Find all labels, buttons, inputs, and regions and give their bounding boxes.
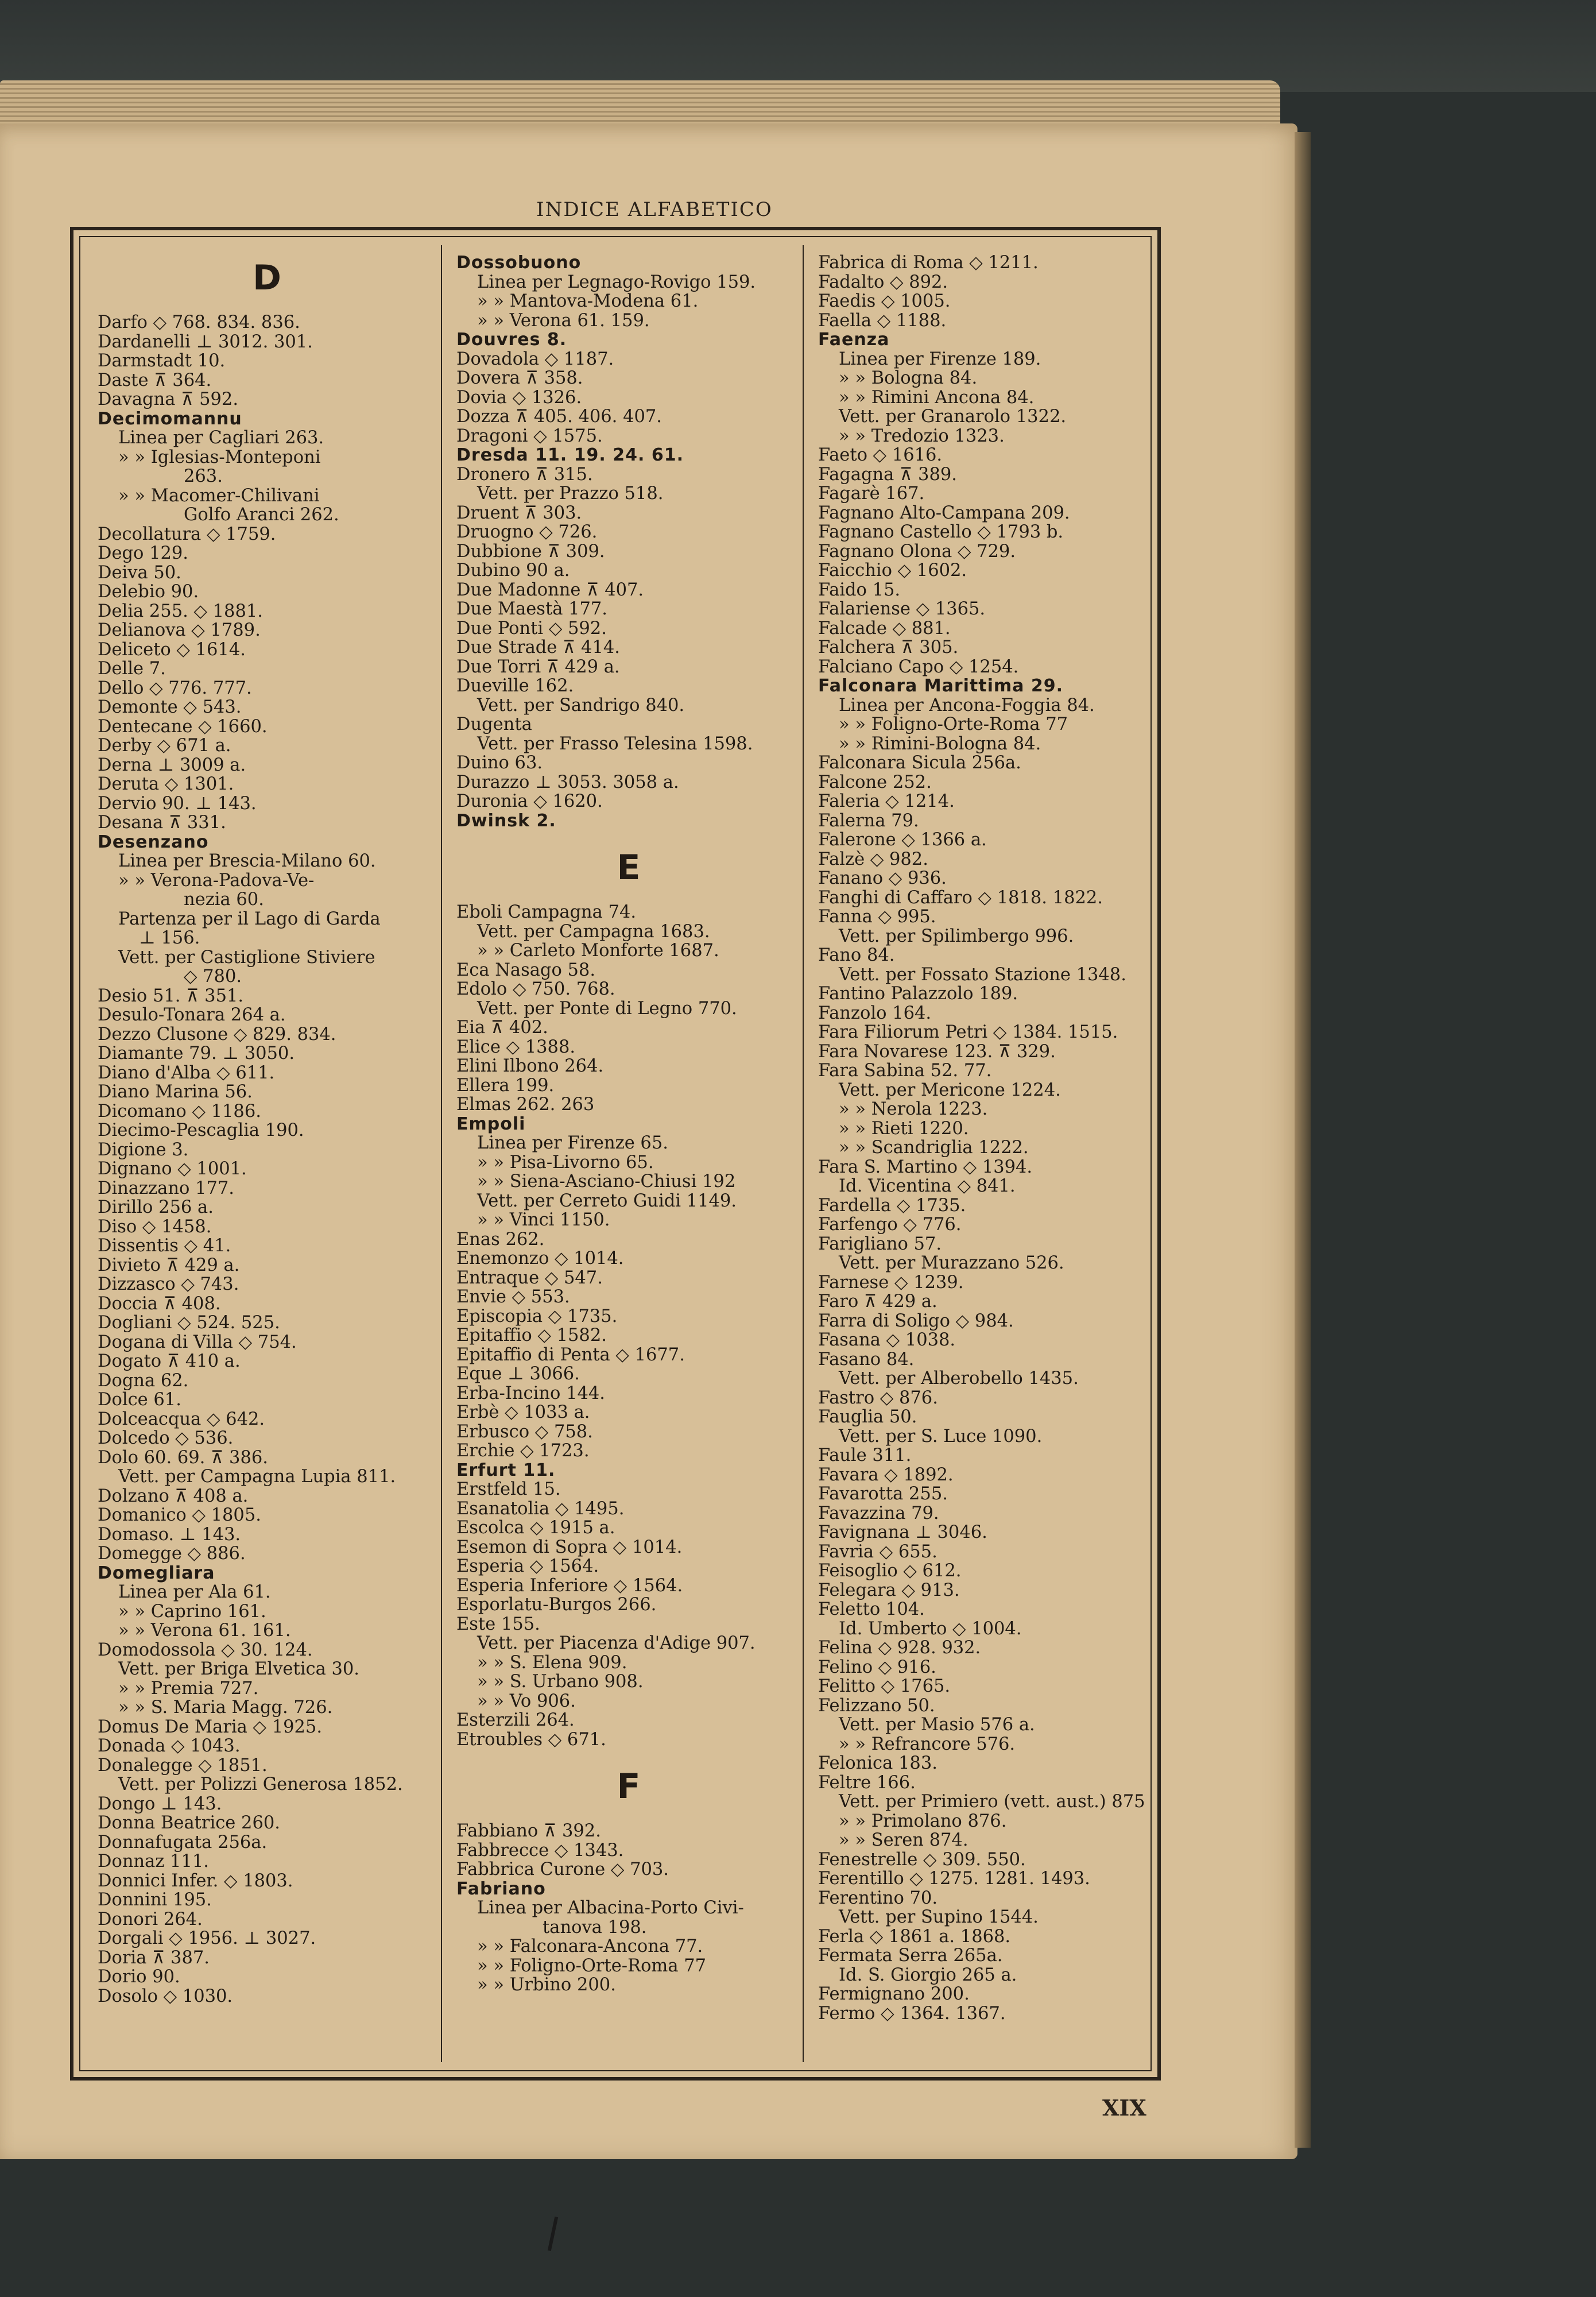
index-entry: Felino ◇ 916. — [818, 1657, 936, 1677]
index-entry: Dolzano ⊼ 408 a. — [98, 1486, 249, 1506]
index-entry: Falerone ◇ 1366 a. — [818, 830, 987, 850]
index-heading: Erfurt 11. — [456, 1460, 556, 1480]
index-entry: Faella ◇ 1188. — [818, 310, 947, 331]
index-entry: Fermo ◇ 1364. 1367. — [818, 2003, 1006, 2024]
index-entry: Donnici Infer. ◇ 1803. — [98, 1870, 293, 1891]
index-entry: Favarotta 255. — [818, 1484, 948, 1504]
index-entry: Fagagna ⊼ 389. — [818, 464, 957, 485]
index-entry: Dorgali ◇ 1956. ⊥ 3027. — [98, 1928, 316, 1948]
index-entry: Faro ⊼ 429 a. — [818, 1291, 938, 1312]
index-entry: Deruta ◇ 1301. — [98, 774, 234, 794]
index-subentry: » » Vo 906. — [477, 1691, 576, 1711]
index-subentry: Vett. per Masio 576 a. — [839, 1715, 1035, 1735]
index-entry: Esperia ◇ 1564. — [456, 1556, 599, 1576]
index-entry: Envie ◇ 553. — [456, 1287, 570, 1307]
index-entry: Deiva 50. — [98, 562, 181, 583]
index-subentry: » » Verona-Padova-Ve- — [118, 870, 315, 891]
index-entry: Dolce 61. — [98, 1390, 181, 1410]
index-continuation: ◇ 780. — [184, 966, 242, 987]
index-subentry: Vett. per Castiglione Stiviere — [118, 947, 375, 968]
index-entry: Esporlatu-Burgos 266. — [456, 1595, 657, 1615]
index-heading: Dwinsk 2. — [456, 810, 556, 831]
background — [0, 0, 1596, 92]
index-heading: Fabriano — [456, 1878, 546, 1899]
index-column-2 — [456, 253, 801, 1995]
index-entry: Darmstadt 10. — [98, 351, 226, 371]
index-entry: Fermignano 200. — [818, 1984, 970, 2004]
index-entry: Fanzolo 164. — [818, 1003, 932, 1023]
index-subentry: Vett. per Granarolo 1322. — [839, 407, 1067, 427]
index-entry: Due Ponti ◇ 592. — [456, 618, 607, 639]
index-entry: Fasano 84. — [818, 1349, 915, 1370]
index-subentry: Linea per Firenze 189. — [839, 349, 1041, 369]
index-continuation: 263. — [184, 466, 223, 486]
index-heading: Decimomannu — [98, 408, 242, 429]
index-subentry: » » Nerola 1223. — [839, 1099, 988, 1119]
index-entry: Decollatura ◇ 1759. — [98, 524, 276, 544]
index-entry: Dueville 162. — [456, 676, 574, 696]
index-entry: Dragoni ◇ 1575. — [456, 426, 603, 446]
index-entry: Dizzasco ◇ 743. — [98, 1274, 239, 1294]
index-entry: Dervio 90. ⊥ 143. — [98, 793, 257, 814]
index-entry: Erbusco ◇ 758. — [456, 1421, 593, 1442]
page-number: XIX — [1102, 2095, 1146, 2121]
index-entry: Dozza ⊼ 405. 406. 407. — [456, 407, 662, 427]
index-entry: Dogana di Villa ◇ 754. — [98, 1332, 297, 1352]
index-entry: Elmas 262. 263 — [456, 1095, 595, 1115]
index-subentry: » » Verona 61. 159. — [477, 310, 650, 331]
index-entry: Fara S. Martino ◇ 1394. — [818, 1157, 1033, 1177]
index-entry: Dolceacqua ◇ 642. — [98, 1409, 265, 1429]
index-entry: Eboli Campagna 74. — [456, 902, 637, 922]
index-subentry: » » Mantova-Modena 61. — [477, 291, 699, 311]
index-entry: Dirillo 256 a. — [98, 1197, 214, 1217]
index-heading: Desenzano — [98, 832, 209, 852]
index-entry: Dubino 90 a. — [456, 560, 570, 581]
index-entry: Fermata Serra 265a. — [818, 1946, 1003, 1966]
index-entry: Dissentis ◇ 41. — [98, 1236, 231, 1256]
index-entry: Dronero ⊼ 315. — [456, 464, 593, 485]
index-entry: Digione 3. — [98, 1139, 189, 1160]
index-entry: Dinazzano 177. — [98, 1178, 234, 1198]
index-entry: Donada ◇ 1043. — [98, 1736, 241, 1756]
index-heading: Domegliara — [98, 1563, 215, 1583]
index-entry: Ferentillo ◇ 1275. 1281. 1493. — [818, 1869, 1090, 1889]
index-entry: Demonte ◇ 543. — [98, 697, 242, 717]
section-letter: D — [253, 258, 281, 298]
index-entry: Falariense ◇ 1365. — [818, 599, 986, 619]
index-entry: Falcade ◇ 881. — [818, 618, 951, 639]
index-entry: Delebio 90. — [98, 582, 199, 602]
index-entry: Episcopia ◇ 1735. — [456, 1306, 618, 1327]
index-subentry: » » Rimini Ancona 84. — [839, 387, 1035, 408]
index-entry: Due Madonne ⊼ 407. — [456, 579, 644, 600]
index-subentry: Vett. per Cerreto Guidi 1149. — [477, 1190, 737, 1211]
index-entry: Fagnano Olona ◇ 729. — [818, 541, 1016, 562]
index-entry: Domanico ◇ 1805. — [98, 1505, 261, 1525]
index-entry: Diecimo-Pescaglia 190. — [98, 1120, 304, 1140]
index-entry: Dogna 62. — [98, 1370, 189, 1391]
index-heading: Falconara Marittima 29. — [818, 676, 1063, 696]
index-subentry: Vett. per Polizzi Generosa 1852. — [118, 1774, 403, 1795]
index-entry: Dezzo Clusone ◇ 829. 834. — [98, 1024, 336, 1045]
index-entry: Duronia ◇ 1620. — [456, 791, 603, 811]
index-entry: Dignano ◇ 1001. — [98, 1159, 247, 1179]
index-entry: Dogato ⊼ 410 a. — [98, 1351, 241, 1371]
index-entry: Dego 129. — [98, 543, 188, 563]
index-entry: Farfengo ◇ 776. — [818, 1215, 962, 1235]
index-subentry: » » Premia 727. — [118, 1678, 259, 1699]
index-entry: Epitaffio ◇ 1582. — [456, 1325, 607, 1345]
index-entry: Davagna ⊼ 592. — [98, 389, 239, 409]
index-subentry: Linea per Albacina-Porto Civi- — [477, 1898, 744, 1918]
index-subentry: Vett. per Ponte di Legno 770. — [477, 998, 737, 1019]
index-entry: Donnini 195. — [98, 1890, 212, 1910]
index-entry: Favazzina 79. — [818, 1503, 939, 1523]
index-entry: Dosolo ◇ 1030. — [98, 1986, 233, 2006]
index-entry: Divieto ⊼ 429 a. — [98, 1255, 240, 1275]
index-entry: Duino 63. — [456, 753, 543, 773]
index-entry: Druent ⊼ 303. — [456, 502, 582, 523]
index-subentry: » » Iglesias-Monteponi — [118, 447, 321, 467]
index-entry: Feisoglio ◇ 612. — [818, 1561, 962, 1581]
index-entry: Daste ⊼ 364. — [98, 370, 212, 390]
index-entry: Fasana ◇ 1038. — [818, 1330, 956, 1350]
index-entry: Derna ⊥ 3009 a. — [98, 755, 246, 775]
index-subentry: Vett. per Murazzano 526. — [839, 1253, 1064, 1273]
index-entry: Dubbione ⊼ 309. — [456, 541, 605, 562]
column-rule — [803, 245, 804, 2062]
index-entry: Fabbiano ⊼ 392. — [456, 1821, 601, 1841]
index-entry: Fara Sabina 52. 77. — [818, 1061, 992, 1081]
index-entry: Delle 7. — [98, 659, 166, 679]
index-subentry: » » Macomer-Chilivani — [118, 485, 320, 506]
index-heading: Empoli — [456, 1113, 526, 1134]
index-entry: Escolca ◇ 1915 a. — [456, 1518, 615, 1538]
index-entry: Fara Novarese 123. ⊼ 329. — [818, 1041, 1056, 1062]
index-subentry: Id. S. Giorgio 265 a. — [839, 1965, 1017, 1985]
index-entry: Eca Nasago 58. — [456, 960, 596, 980]
index-entry: Due Strade ⊼ 414. — [456, 637, 620, 658]
index-entry: Diano Marina 56. — [98, 1082, 253, 1102]
index-entry: Domodossola ◇ 30. 124. — [98, 1639, 313, 1660]
page-edge-shadow — [1295, 132, 1311, 2148]
index-subentry: » » Refrancore 576. — [839, 1734, 1016, 1754]
ink-mark — [548, 2217, 558, 2251]
index-subentry: ⊥ 156. — [139, 928, 200, 948]
index-entry: Fastro ◇ 876. — [818, 1387, 938, 1408]
index-entry: Farigliano 57. — [818, 1233, 942, 1254]
index-entry: Dovadola ◇ 1187. — [456, 349, 614, 369]
index-entry: Elice ◇ 1388. — [456, 1037, 576, 1057]
index-entry: Donnaz 111. — [98, 1851, 209, 1871]
index-entry: Donna Beatrice 260. — [98, 1813, 280, 1833]
index-entry: Felitto ◇ 1765. — [818, 1676, 951, 1696]
index-entry: Desio 51. ⊼ 351. — [98, 985, 244, 1006]
index-subentry: Vett. per Campagna 1683. — [477, 921, 710, 942]
index-entry: Derby ◇ 671 a. — [98, 736, 231, 756]
index-continuation: nezia 60. — [184, 890, 264, 910]
index-entry: Falcone 252. — [818, 772, 932, 792]
index-subentry: » » Rimini-Bologna 84. — [839, 733, 1041, 754]
index-entry: Dardanelli ⊥ 3012. 301. — [98, 331, 313, 352]
index-entry: Fenestrelle ◇ 309. 550. — [818, 1849, 1026, 1870]
index-subentry: Vett. per S. Luce 1090. — [839, 1426, 1043, 1447]
index-frame — [70, 227, 1161, 2081]
index-entry: Desulo-Tonara 264 a. — [98, 1005, 286, 1025]
index-subentry: » » Carleto Monforte 1687. — [477, 941, 719, 961]
index-subentry: Vett. per Spilimbergo 996. — [839, 926, 1074, 946]
index-entry: Fabbrica Curone ◇ 703. — [456, 1859, 669, 1880]
index-subentry: » » Pisa-Livorno 65. — [477, 1152, 654, 1173]
index-entry: Esemon di Sopra ◇ 1014. — [456, 1537, 683, 1557]
index-subentry: Vett. per Mericone 1224. — [839, 1080, 1061, 1100]
index-entry: Fauglia 50. — [818, 1407, 917, 1427]
index-entry: Fagnano Castello ◇ 1793 b. — [818, 522, 1064, 542]
index-entry: Donori 264. — [98, 1909, 203, 1929]
index-entry: Fadalto ◇ 892. — [818, 272, 948, 292]
index-subentry: Vett. per Briga Elvetica 30. — [118, 1659, 359, 1679]
index-entry: Fara Filiorum Petri ◇ 1384. 1515. — [818, 1022, 1118, 1042]
index-entry: Etroubles ◇ 671. — [456, 1729, 606, 1750]
index-subentry: Vett. per Primiero (vett. aust.) 875 — [839, 1792, 1145, 1812]
index-entry: Dugenta — [456, 714, 532, 734]
index-entry: Fanghi di Caffaro ◇ 1818. 1822. — [818, 887, 1103, 908]
index-entry: Felina ◇ 928. 932. — [818, 1638, 981, 1658]
index-subentry: » » Rieti 1220. — [839, 1118, 969, 1139]
index-entry: Diso ◇ 1458. — [98, 1216, 212, 1237]
index-subentry: » » Verona 61. 161. — [118, 1621, 291, 1641]
index-entry: Delianova ◇ 1789. — [98, 620, 261, 640]
index-entry: Epitaffio di Penta ◇ 1677. — [456, 1344, 685, 1365]
index-entry: Erba-Incino 144. — [456, 1383, 605, 1403]
index-continuation: tanova 198. — [543, 1917, 647, 1938]
index-entry: Entraque ◇ 547. — [456, 1267, 603, 1288]
running-title: INDICE ALFABETICO — [536, 198, 773, 221]
index-entry: Due Maestà 177. — [456, 599, 608, 619]
index-entry: Erchie ◇ 1723. — [456, 1441, 590, 1461]
index-subentry: Vett. per Prazzo 518. — [477, 484, 664, 504]
index-subentry: Vett. per Supino 1544. — [839, 1907, 1039, 1927]
index-subentry: » » Bologna 84. — [839, 368, 978, 388]
index-entry: Dovera ⊼ 358. — [456, 368, 583, 388]
index-entry: Fanna ◇ 995. — [818, 907, 936, 927]
index-entry: Dolcedo ◇ 536. — [98, 1428, 234, 1448]
index-subentry: Partenza per il Lago di Garda — [118, 908, 381, 929]
index-subentry: Vett. per Sandrigo 840. — [477, 695, 685, 716]
index-subentry: » » Primolano 876. — [839, 1811, 1007, 1831]
index-entry: Dogliani ◇ 524. 525. — [98, 1313, 280, 1333]
index-subentry: » » Urbino 200. — [477, 1975, 616, 1995]
index-entry: Darfo ◇ 768. 834. 836. — [98, 312, 300, 332]
section-letter: E — [617, 848, 641, 888]
index-entry: Domegge ◇ 886. — [98, 1544, 246, 1564]
index-subentry: Linea per Legnago-Rovigo 159. — [477, 272, 756, 292]
index-entry: Falerna 79. — [818, 810, 919, 831]
index-entry: Fagarè 167. — [818, 484, 925, 504]
index-entry: Elini Ilbono 264. — [456, 1056, 604, 1076]
index-entry: Fabbrecce ◇ 1343. — [456, 1840, 624, 1861]
index-column-3 — [818, 253, 1157, 2023]
index-heading: Faenza — [818, 330, 890, 350]
index-entry: Este 155. — [456, 1614, 540, 1634]
index-subentry: Id. Vicentina ◇ 841. — [839, 1176, 1016, 1196]
index-entry: Felizzano 50. — [818, 1695, 935, 1716]
index-subentry: Vett. per Piacenza d'Adige 907. — [477, 1633, 756, 1653]
index-entry: Diano d'Alba ◇ 611. — [98, 1062, 275, 1083]
index-heading: Dresda 11. 19. 24. 61. — [456, 445, 684, 465]
index-entry: Felonica 183. — [818, 1753, 938, 1773]
index-entry: Falzè ◇ 982. — [818, 849, 928, 869]
index-entry: Doccia ⊼ 408. — [98, 1293, 221, 1314]
index-entry: Dolo 60. 69. ⊼ 386. — [98, 1447, 268, 1468]
index-entry: Delia 255. ◇ 1881. — [98, 601, 263, 621]
index-subentry: Vett. per Campagna Lupia 811. — [118, 1467, 396, 1487]
index-heading: Douvres 8. — [456, 330, 567, 350]
index-entry: Diamante 79. ⊥ 3050. — [98, 1043, 295, 1064]
index-entry: Enemonzo ◇ 1014. — [456, 1248, 624, 1269]
index-subentry: » » Vinci 1150. — [477, 1210, 610, 1230]
index-entry: Dicomano ◇ 1186. — [98, 1101, 261, 1122]
index-entry: Donnafugata 256a. — [98, 1832, 268, 1853]
index-entry: Enas 262. — [456, 1229, 545, 1250]
index-continuation: Golfo Aranci 262. — [184, 505, 339, 525]
index-entry: Ferla ◇ 1861 a. 1868. — [818, 1926, 1011, 1947]
index-entry: Edolo ◇ 750. 768. — [456, 979, 615, 999]
index-entry: Domaso. ⊥ 143. — [98, 1524, 241, 1545]
index-subentry: » » S. Urbano 908. — [477, 1672, 644, 1692]
index-subentry: Id. Umberto ◇ 1004. — [839, 1618, 1022, 1639]
index-entry: Faedis ◇ 1005. — [818, 291, 951, 311]
index-entry: Feltre 166. — [818, 1772, 916, 1793]
index-entry: Druogno ◇ 726. — [456, 522, 598, 542]
index-entry: Fantino Palazzolo 189. — [818, 984, 1018, 1004]
index-subentry: » » Foligno-Orte-Roma 77 — [477, 1955, 707, 1976]
index-entry: Eque ⊥ 3066. — [456, 1364, 580, 1384]
index-subentry: » » Seren 874. — [839, 1830, 969, 1850]
index-entry: Esterzili 264. — [456, 1710, 575, 1730]
index-frame-inner — [79, 236, 1152, 2071]
index-entry: Faleria ◇ 1214. — [818, 791, 955, 811]
index-entry: Donalegge ◇ 1851. — [98, 1755, 268, 1776]
index-subentry: » » Falconara-Ancona 77. — [477, 1936, 703, 1956]
index-entry: Felegara ◇ 913. — [818, 1580, 960, 1600]
index-entry: Domus De Maria ◇ 1925. — [98, 1716, 323, 1737]
index-entry: Faido 15. — [818, 579, 901, 600]
index-entry: Dello ◇ 776. 777. — [98, 678, 252, 698]
index-entry: Fanano ◇ 936. — [818, 868, 947, 888]
index-entry: Falconara Sicula 256a. — [818, 753, 1021, 773]
section-letter: F — [617, 1766, 641, 1807]
index-entry: Faeto ◇ 1616. — [818, 445, 943, 465]
index-subentry: Linea per Ala 61. — [118, 1582, 271, 1602]
index-subentry: » » Foligno-Orte-Roma 77 — [839, 714, 1068, 734]
index-entry: Dovia ◇ 1326. — [456, 387, 582, 408]
column-rule — [441, 245, 442, 2062]
index-entry: Favara ◇ 1892. — [818, 1464, 954, 1485]
index-subentry: » » S. Maria Magg. 726. — [118, 1697, 333, 1718]
index-entry: Erstfeld 15. — [456, 1479, 561, 1499]
index-subentry: Linea per Firenze 65. — [477, 1133, 668, 1153]
index-entry: Fabrica di Roma ◇ 1211. — [818, 253, 1039, 273]
index-entry: Due Torri ⊼ 429 a. — [456, 656, 620, 677]
index-entry: Doria ⊼ 387. — [98, 1947, 210, 1968]
index-entry: Deliceto ◇ 1614. — [98, 639, 246, 660]
index-entry: Falciano Capo ◇ 1254. — [818, 656, 1019, 677]
index-entry: Esperia Inferiore ◇ 1564. — [456, 1575, 683, 1596]
index-entry: Falchera ⊼ 305. — [818, 637, 959, 658]
index-subentry: Linea per Brescia-Milano 60. — [118, 851, 376, 871]
index-entry: Dorio 90. — [98, 1967, 180, 1987]
index-subentry: » » Scandriglia 1222. — [839, 1138, 1029, 1158]
index-entry: Ellera 199. — [456, 1075, 555, 1096]
index-entry: Dentecane ◇ 1660. — [98, 716, 268, 737]
index-entry: Erbè ◇ 1033 a. — [456, 1402, 590, 1422]
index-subentry: » » Siena-Asciano-Chiusi 192 — [477, 1171, 736, 1192]
index-entry: Faicchio ◇ 1602. — [818, 560, 967, 581]
index-entry: Farnese ◇ 1239. — [818, 1272, 964, 1293]
index-subentry: » » Caprino 161. — [118, 1601, 266, 1622]
index-entry: Ferentino 70. — [818, 1888, 938, 1908]
index-heading: Dossobuono — [456, 253, 582, 273]
index-column-1 — [98, 253, 436, 2006]
index-subentry: Vett. per Alberobello 1435. — [839, 1368, 1079, 1389]
index-subentry: Vett. per Fossato Stazione 1348. — [839, 964, 1126, 985]
index-entry: Fagnano Alto-Campana 209. — [818, 502, 1070, 523]
index-entry: Feletto 104. — [818, 1599, 925, 1619]
index-entry: Eia ⊼ 402. — [456, 1018, 548, 1038]
index-entry: Favria ◇ 655. — [818, 1541, 938, 1562]
index-entry: Fano 84. — [818, 945, 895, 965]
index-subentry: » » S. Elena 909. — [477, 1652, 627, 1673]
index-entry: Farra di Soligo ◇ 984. — [818, 1310, 1014, 1331]
index-entry: Desana ⊼ 331. — [98, 813, 226, 833]
index-entry: Fardella ◇ 1735. — [818, 1195, 966, 1216]
index-entry: Esanatolia ◇ 1495. — [456, 1498, 625, 1519]
index-subentry: Linea per Ancona-Foggia 84. — [839, 695, 1095, 716]
index-entry: Favignana ⊥ 3046. — [818, 1522, 987, 1542]
index-subentry: » » Tredozio 1323. — [839, 426, 1005, 446]
index-entry: Durazzo ⊥ 3053. 3058 a. — [456, 772, 679, 792]
index-entry: Dongo ⊥ 143. — [98, 1793, 222, 1814]
index-entry: Faule 311. — [818, 1445, 912, 1465]
index-subentry: Vett. per Frasso Telesina 1598. — [477, 733, 753, 754]
index-subentry: Linea per Cagliari 263. — [118, 428, 324, 448]
